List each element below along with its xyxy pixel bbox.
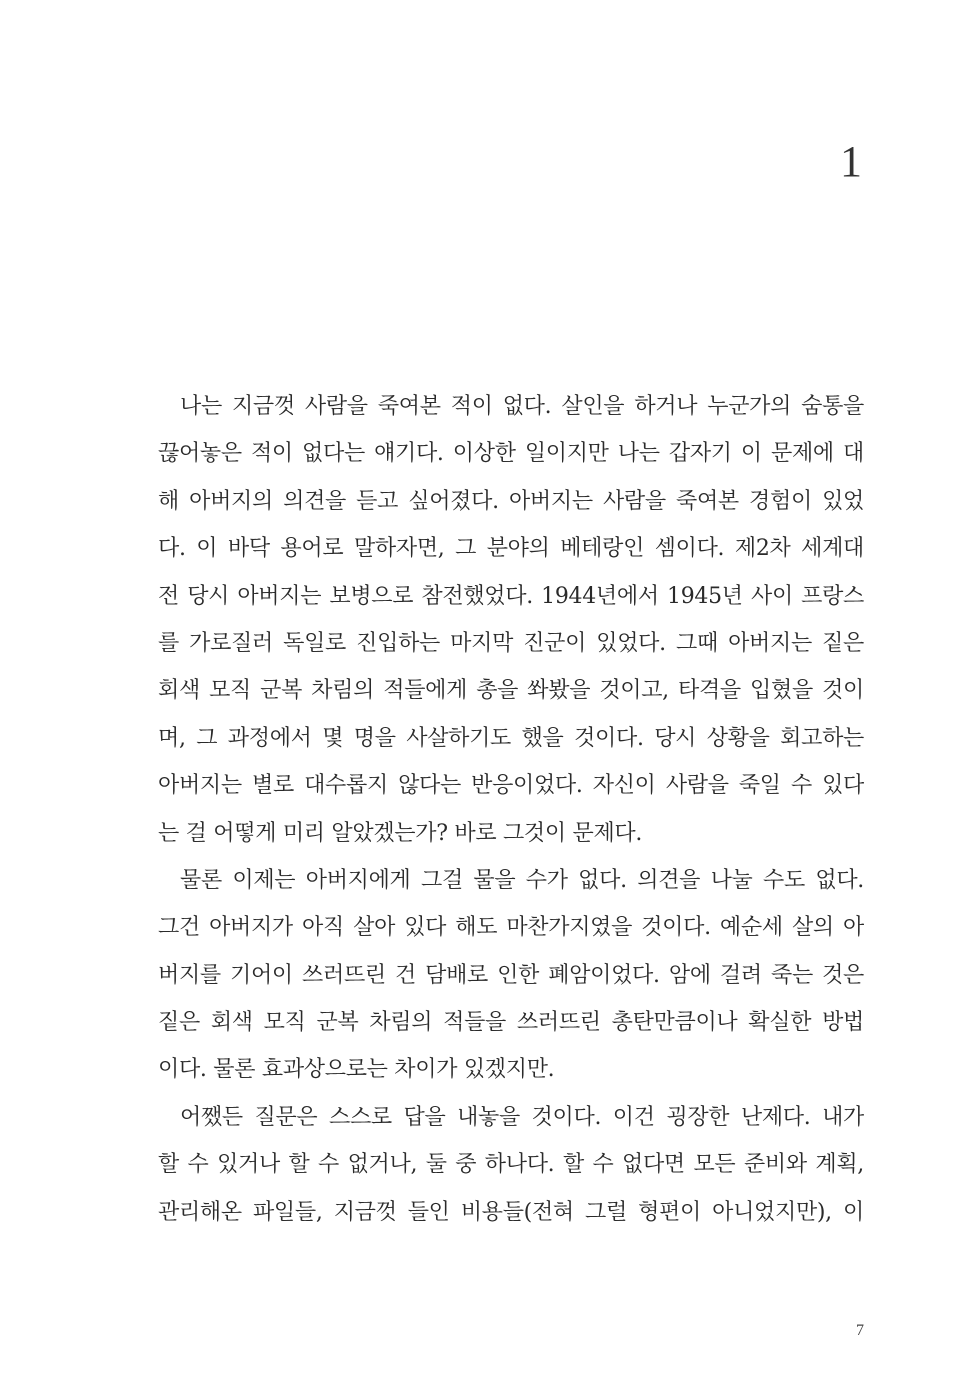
- paragraph-1-line-4: 다. 이 바닥 용어로 말하자면, 그 분야의 베테랑인 셈이다. 제2차 세계대: [158, 536, 864, 562]
- paragraph-1-line-9: 아버지는 별로 대수롭지 않다는 반응이었다. 자신이 사람을 죽일 수 있다: [158, 773, 864, 799]
- paragraph-1-line-3: 해 아버지의 의견을 듣고 싶어졌다. 아버지는 사람을 죽여본 경험이 있었: [158, 488, 864, 514]
- paragraph-1-line-6: 를 가로질러 독일로 진입하는 마지막 진군이 있었다. 그때 아버지는 짙은: [158, 630, 864, 656]
- paragraph-2-line-2: 그건 아버지가 아직 살아 있다 해도 마찬가지였을 것이다. 예순세 살의 아: [158, 915, 864, 941]
- paragraph-1-line-5: 전 당시 아버지는 보병으로 참전했었다. 1944년에서 1945년 사이 프랑스: [158, 583, 864, 609]
- paragraph-3-line-3: 관리해온 파일들, 지금껏 들인 비용들(전혀 그럴 형편이 아니었지만), 이: [158, 1199, 864, 1225]
- paragraph-2-line-1: 물론 이제는 아버지에게 그걸 물을 수가 없다. 의견을 나눌 수도 없다.: [180, 867, 864, 893]
- paragraph-1-line-7: 회색 모직 군복 차림의 적들에게 총을 쏴봤을 것이고, 타격을 입혔을 것이: [158, 678, 864, 704]
- paragraph-3-line-1: 어쨌든 질문은 스스로 답을 내놓을 것이다. 이건 굉장한 난제다. 내가: [180, 1104, 864, 1130]
- body-text: [158, 383, 864, 1236]
- paragraph-1-line-2: 끊어놓은 적이 없다는 얘기다. 이상한 일이지만 나는 갑자기 이 문제에 대: [158, 441, 864, 467]
- paragraph-1-line-8: 며, 그 과정에서 몇 명을 사살하기도 했을 것이다. 당시 상황을 회고하는: [158, 725, 864, 751]
- paragraph-2-line-5: 이다. 물론 효과상으로는 차이가 있겠지만.: [158, 1057, 555, 1083]
- paragraph-2-line-3: 버지를 기어이 쓰러뜨린 건 담배로 인한 폐암이었다. 암에 걸려 죽는 것은: [158, 962, 864, 988]
- paragraph-1-line-1: 나는 지금껏 사람을 죽여본 적이 없다. 살인을 하거나 누군가의 숨통을: [180, 394, 864, 419]
- chapter-number: 1: [840, 137, 862, 186]
- paragraph-2-line-4: 짙은 회색 모직 군복 차림의 적들을 쓰러뜨린 총탄만큼이나 확실한 방법: [158, 1010, 864, 1036]
- paragraph-1-line-10: 는 걸 어떻게 미리 알았겠는가? 바로 그것이 문제다.: [158, 820, 643, 846]
- page-number: 7: [856, 1322, 864, 1339]
- paragraph-3-line-2: 할 수 있거나 할 수 없거나, 둘 중 하나다. 할 수 없다면 모든 준비와 계획,: [158, 1152, 864, 1178]
